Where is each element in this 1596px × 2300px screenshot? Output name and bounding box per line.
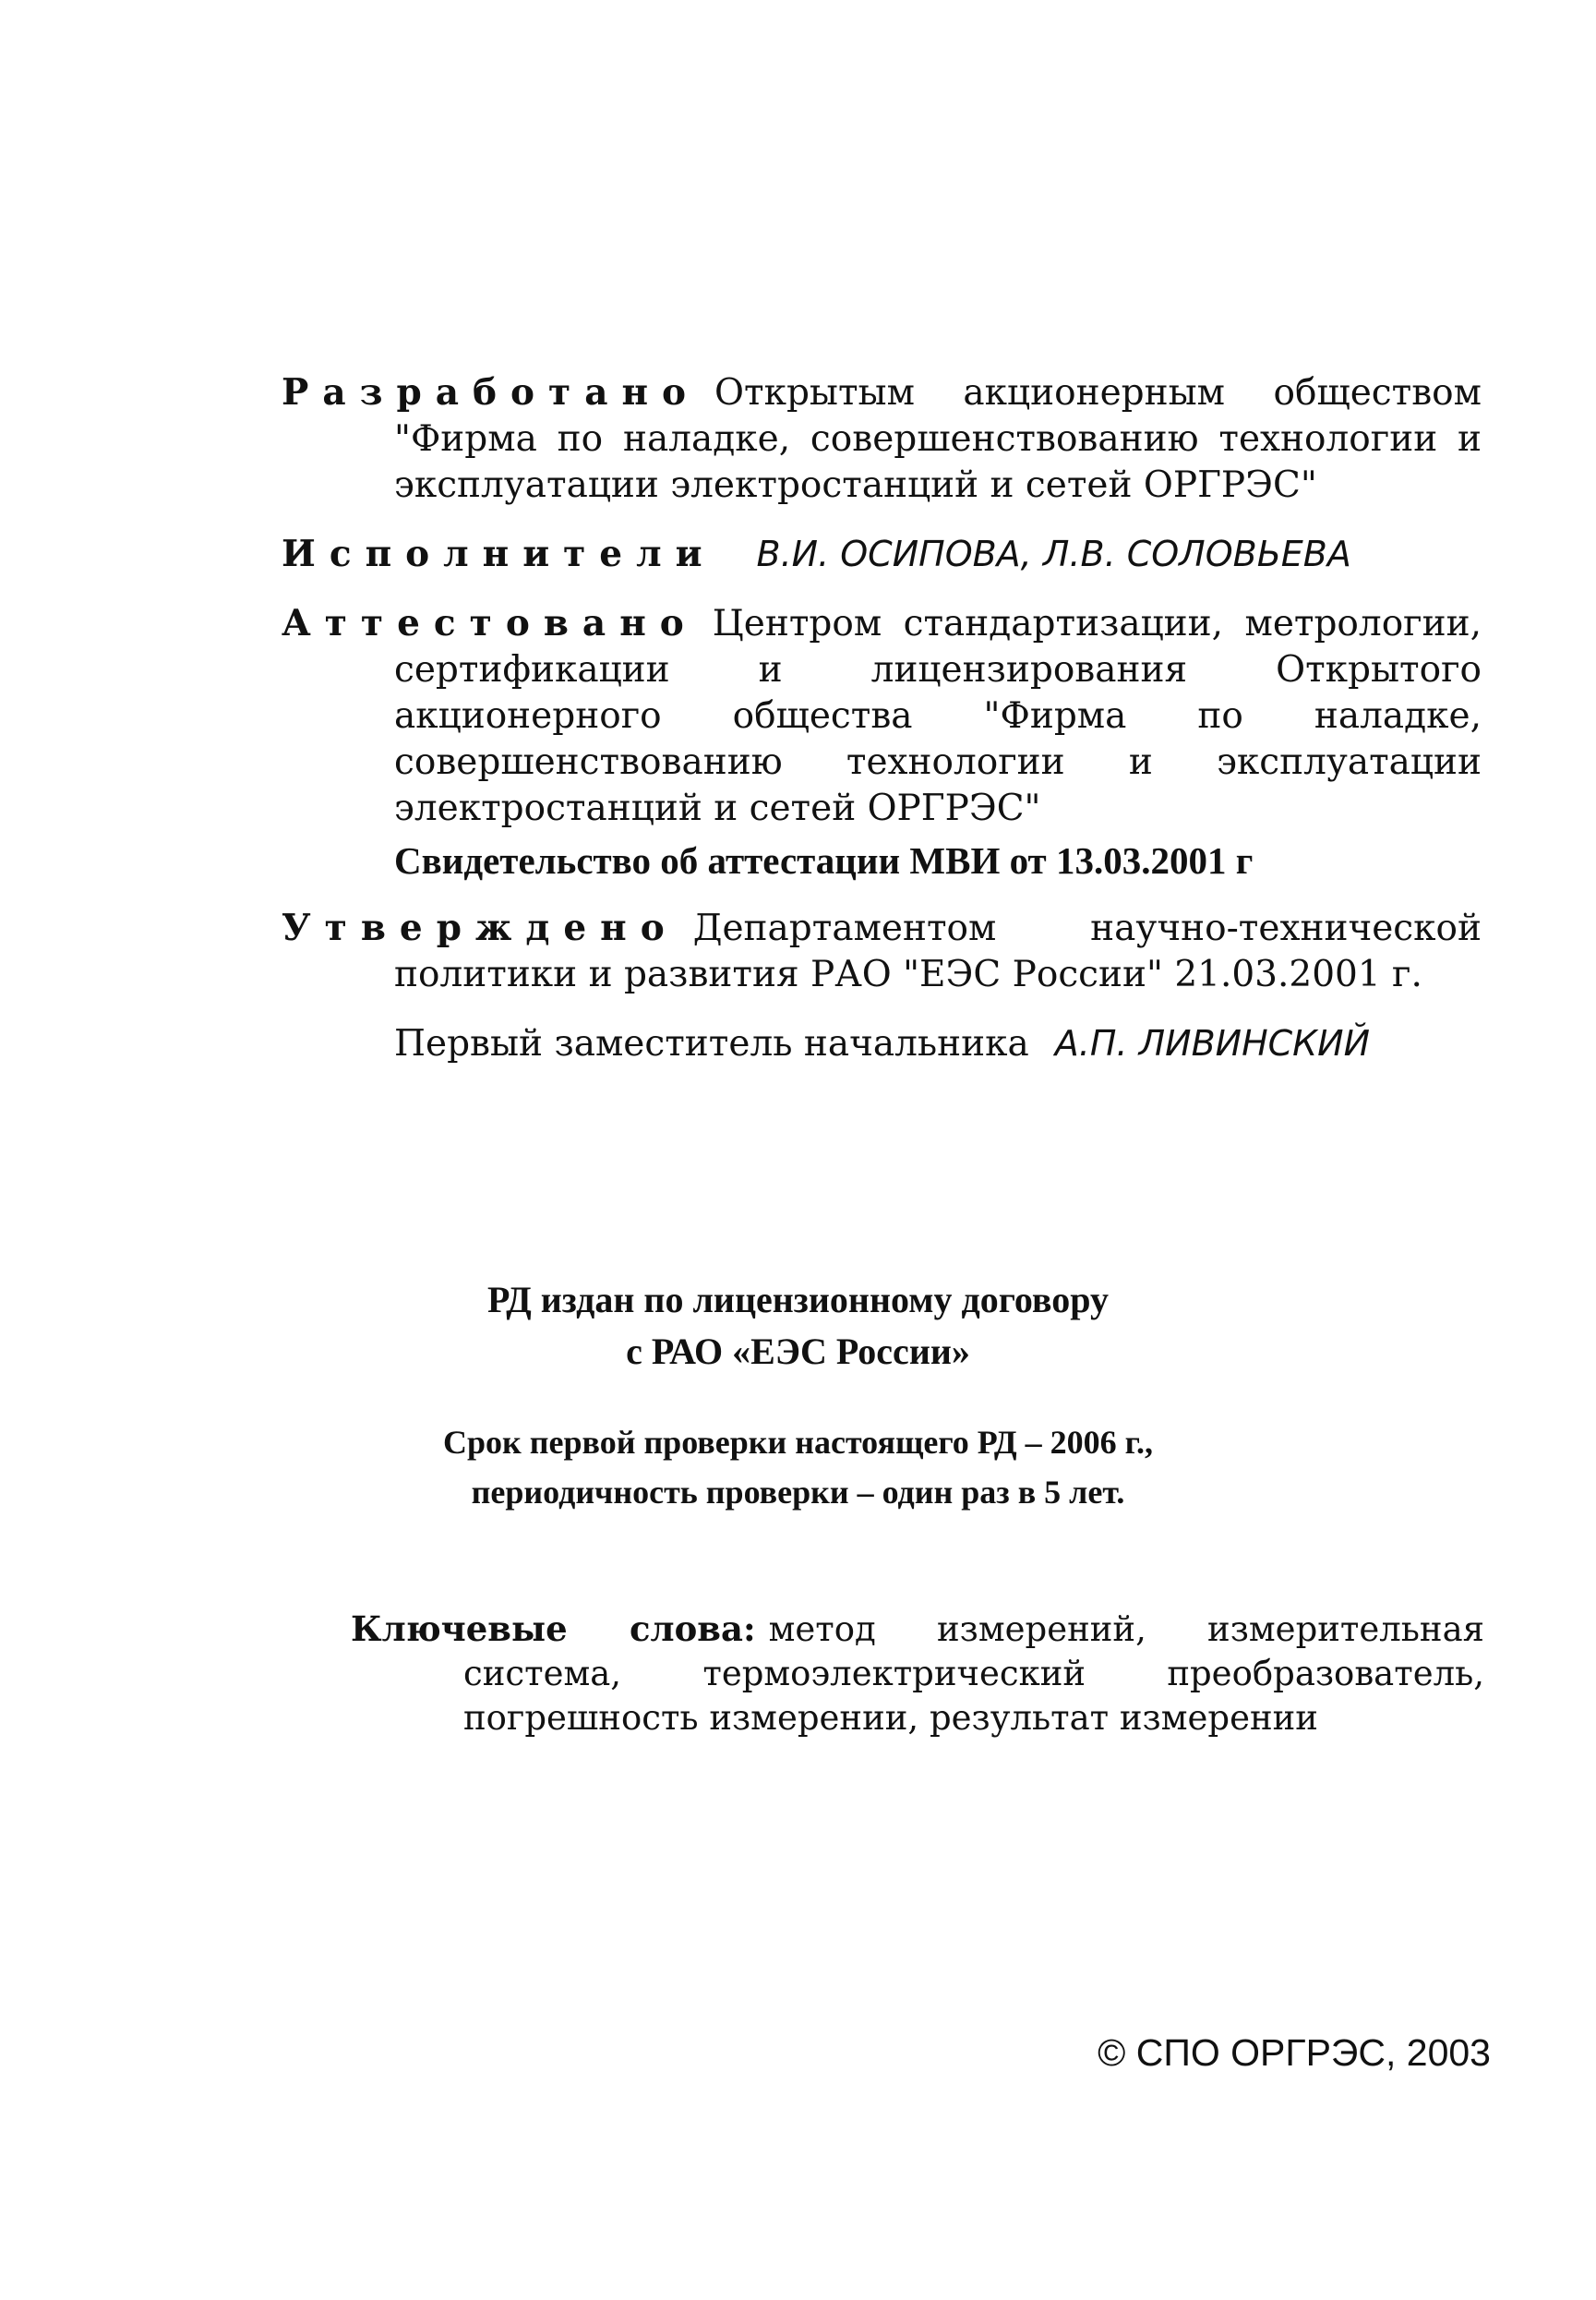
keywords-text: метод измерений, измерительная система, термоэлектрический преобразователь, погрешность измерении, результат измерении — [463, 1609, 1484, 1738]
executors-names: В.И. ОСИПОВА, Л.В. СОЛОВЬЕВА — [756, 534, 1351, 574]
developed-label: Разработано — [282, 371, 701, 414]
certificate-line: Свидетельство об аттестации МВИ от 13.03.2001 г — [394, 839, 1254, 882]
executors-label: Исполнители — [282, 533, 716, 575]
license-note — [0, 1274, 1596, 1378]
approved-signatory: А.П. ЛИВИНСКИЙ — [1054, 1023, 1371, 1064]
approved-text: Департаментом научно-технической политики и развития РАО "ЕЭС России" 21.03.2001 г. — [394, 908, 1482, 995]
review-line-2: периодичность проверки – один раз в 5 лет. — [471, 1474, 1125, 1511]
review-note — [0, 1417, 1596, 1517]
license-line-2: с РАО «ЕЭС России» — [626, 1331, 970, 1372]
executors-section — [282, 531, 1482, 578]
approved-paragraph — [282, 905, 1482, 998]
approved-signatory-line — [282, 1020, 1482, 1067]
keywords-section — [351, 1607, 1484, 1740]
certified-paragraph — [282, 600, 1482, 832]
copyright: © СПО ОРГРЭС, 2003 — [1098, 2031, 1491, 2074]
keywords-label: Ключевые слова: — [351, 1608, 756, 1649]
review-line-1: Срок первой проверки настоящего РД – 2006 г., — [443, 1424, 1153, 1461]
certified-label: Аттестовано — [282, 602, 698, 644]
developed-section — [282, 369, 1482, 509]
certified-text: Центром стандартизации, метрологии, сертификации и лицензирования Открытого акционерного общества "Фирма по наладке, совершенствованию технологии и эксплуатации электростанций и сетей ОРГРЭС" — [394, 603, 1482, 829]
developed-paragraph — [282, 369, 1482, 509]
certified-section — [282, 600, 1482, 884]
approved-section — [282, 905, 1482, 1067]
approved-position: Первый заместитель начальника — [394, 1023, 1029, 1065]
developed-text: Открытым акционерным обществом "Фирма по наладке, совершенствованию технологии и эксплуатации электростанций и сетей ОРГРЭС" — [394, 372, 1482, 506]
keywords-paragraph — [351, 1607, 1484, 1740]
license-line-1: РД издан по лицензионному договору — [487, 1279, 1109, 1320]
approved-label: Утверждено — [282, 907, 678, 949]
